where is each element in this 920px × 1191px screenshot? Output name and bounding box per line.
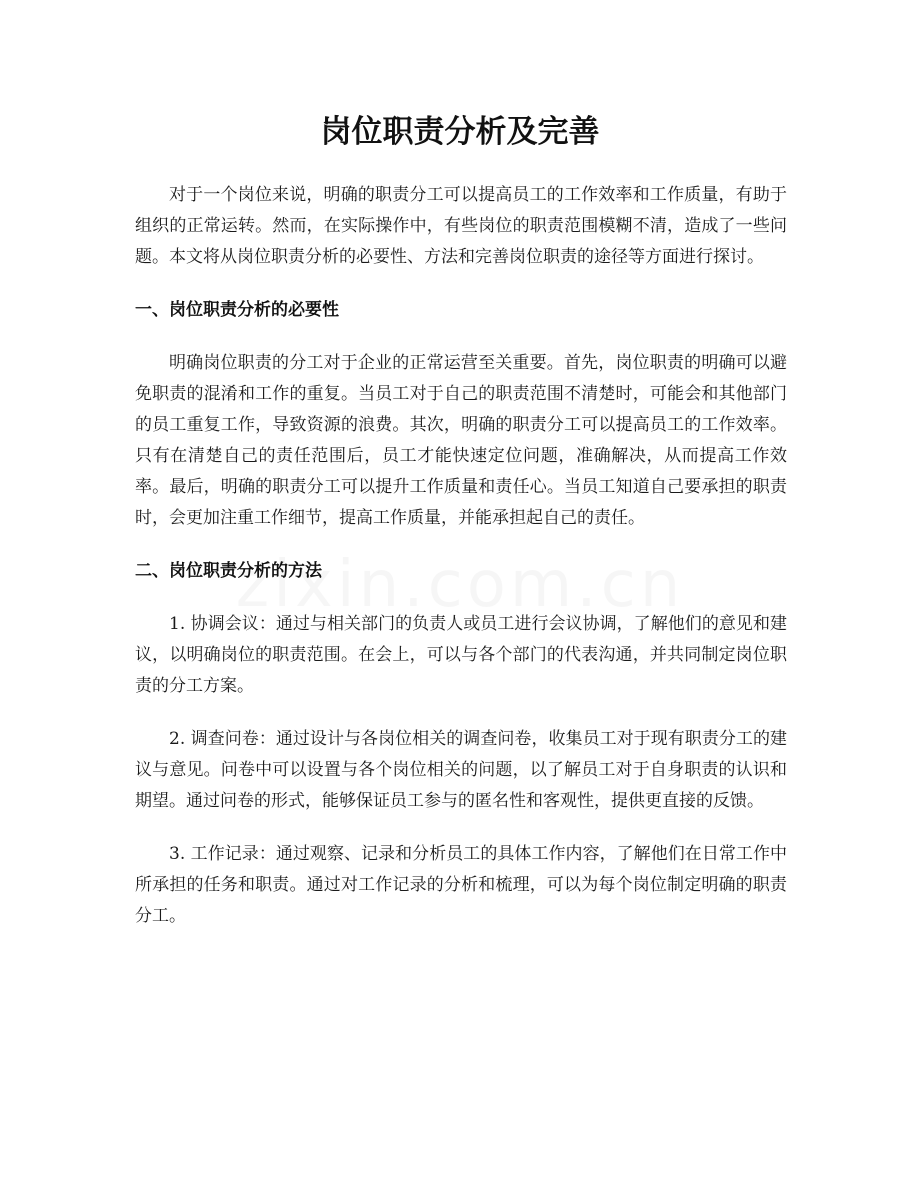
method-item-2: 2. 调查问卷：通过设计与各岗位相关的调查问卷，收集员工对于现有职责分工的建议与意见。问卷中可以设置与各个岗位相关的问题，以了解员工对于自身职责的认识和期望。通过问卷的形式，能够保证员工参与的匿名性和客观性，提供更直接的反馈。	[135, 729, 787, 811]
section-1-paragraph: 明确岗位职责的分工对于企业的正常运营至关重要。首先，岗位职责的明确可以避免职责的混淆和工作的重复。当员工对于自己的职责范围不清楚时，可能会和其他部门的员工重复工作，导致资源的浪费。其次，明确的职责分工可以提高员工的工作效率。只有在清楚自己的责任范围后，员工才能快速定位问题，准确解决，从而提高工作效率。最后，明确的职责分工可以提升工作质量和责任心。当员工知道自己要承担的职责时，会更加注重工作细节，提高工作质量，并能承担起自己的责任。	[135, 353, 787, 528]
section-1-heading: 一、岗位职责分析的必要性	[135, 300, 339, 320]
document-body	[135, 180, 787, 954]
section-2-heading: 二、岗位职责分析的方法	[135, 561, 322, 581]
method-item-1: 1. 协调会议：通过与相关部门的负责人或员工进行会议协调，了解他们的意见和建议，以明确岗位的职责范围。在会上，可以与各个部门的代表沟通，并共同制定岗位职责的分工方案。	[135, 614, 787, 696]
intro-paragraph: 对于一个岗位来说，明确的职责分工可以提高员工的工作效率和工作质量，有助于组织的正常运转。然而，在实际操作中，有些岗位的职责范围模糊不清，造成了一些问题。本文将从岗位职责分析的必要性、方法和完善岗位职责的途径等方面进行探讨。	[135, 185, 787, 267]
method-item-3: 3. 工作记录：通过观察、记录和分析员工的具体工作内容，了解他们在日常工作中所承担的任务和职责。通过对工作记录的分析和梳理，可以为每个岗位制定明确的职责分工。	[135, 844, 787, 926]
document-title: 岗位职责分析及完善	[320, 114, 600, 150]
